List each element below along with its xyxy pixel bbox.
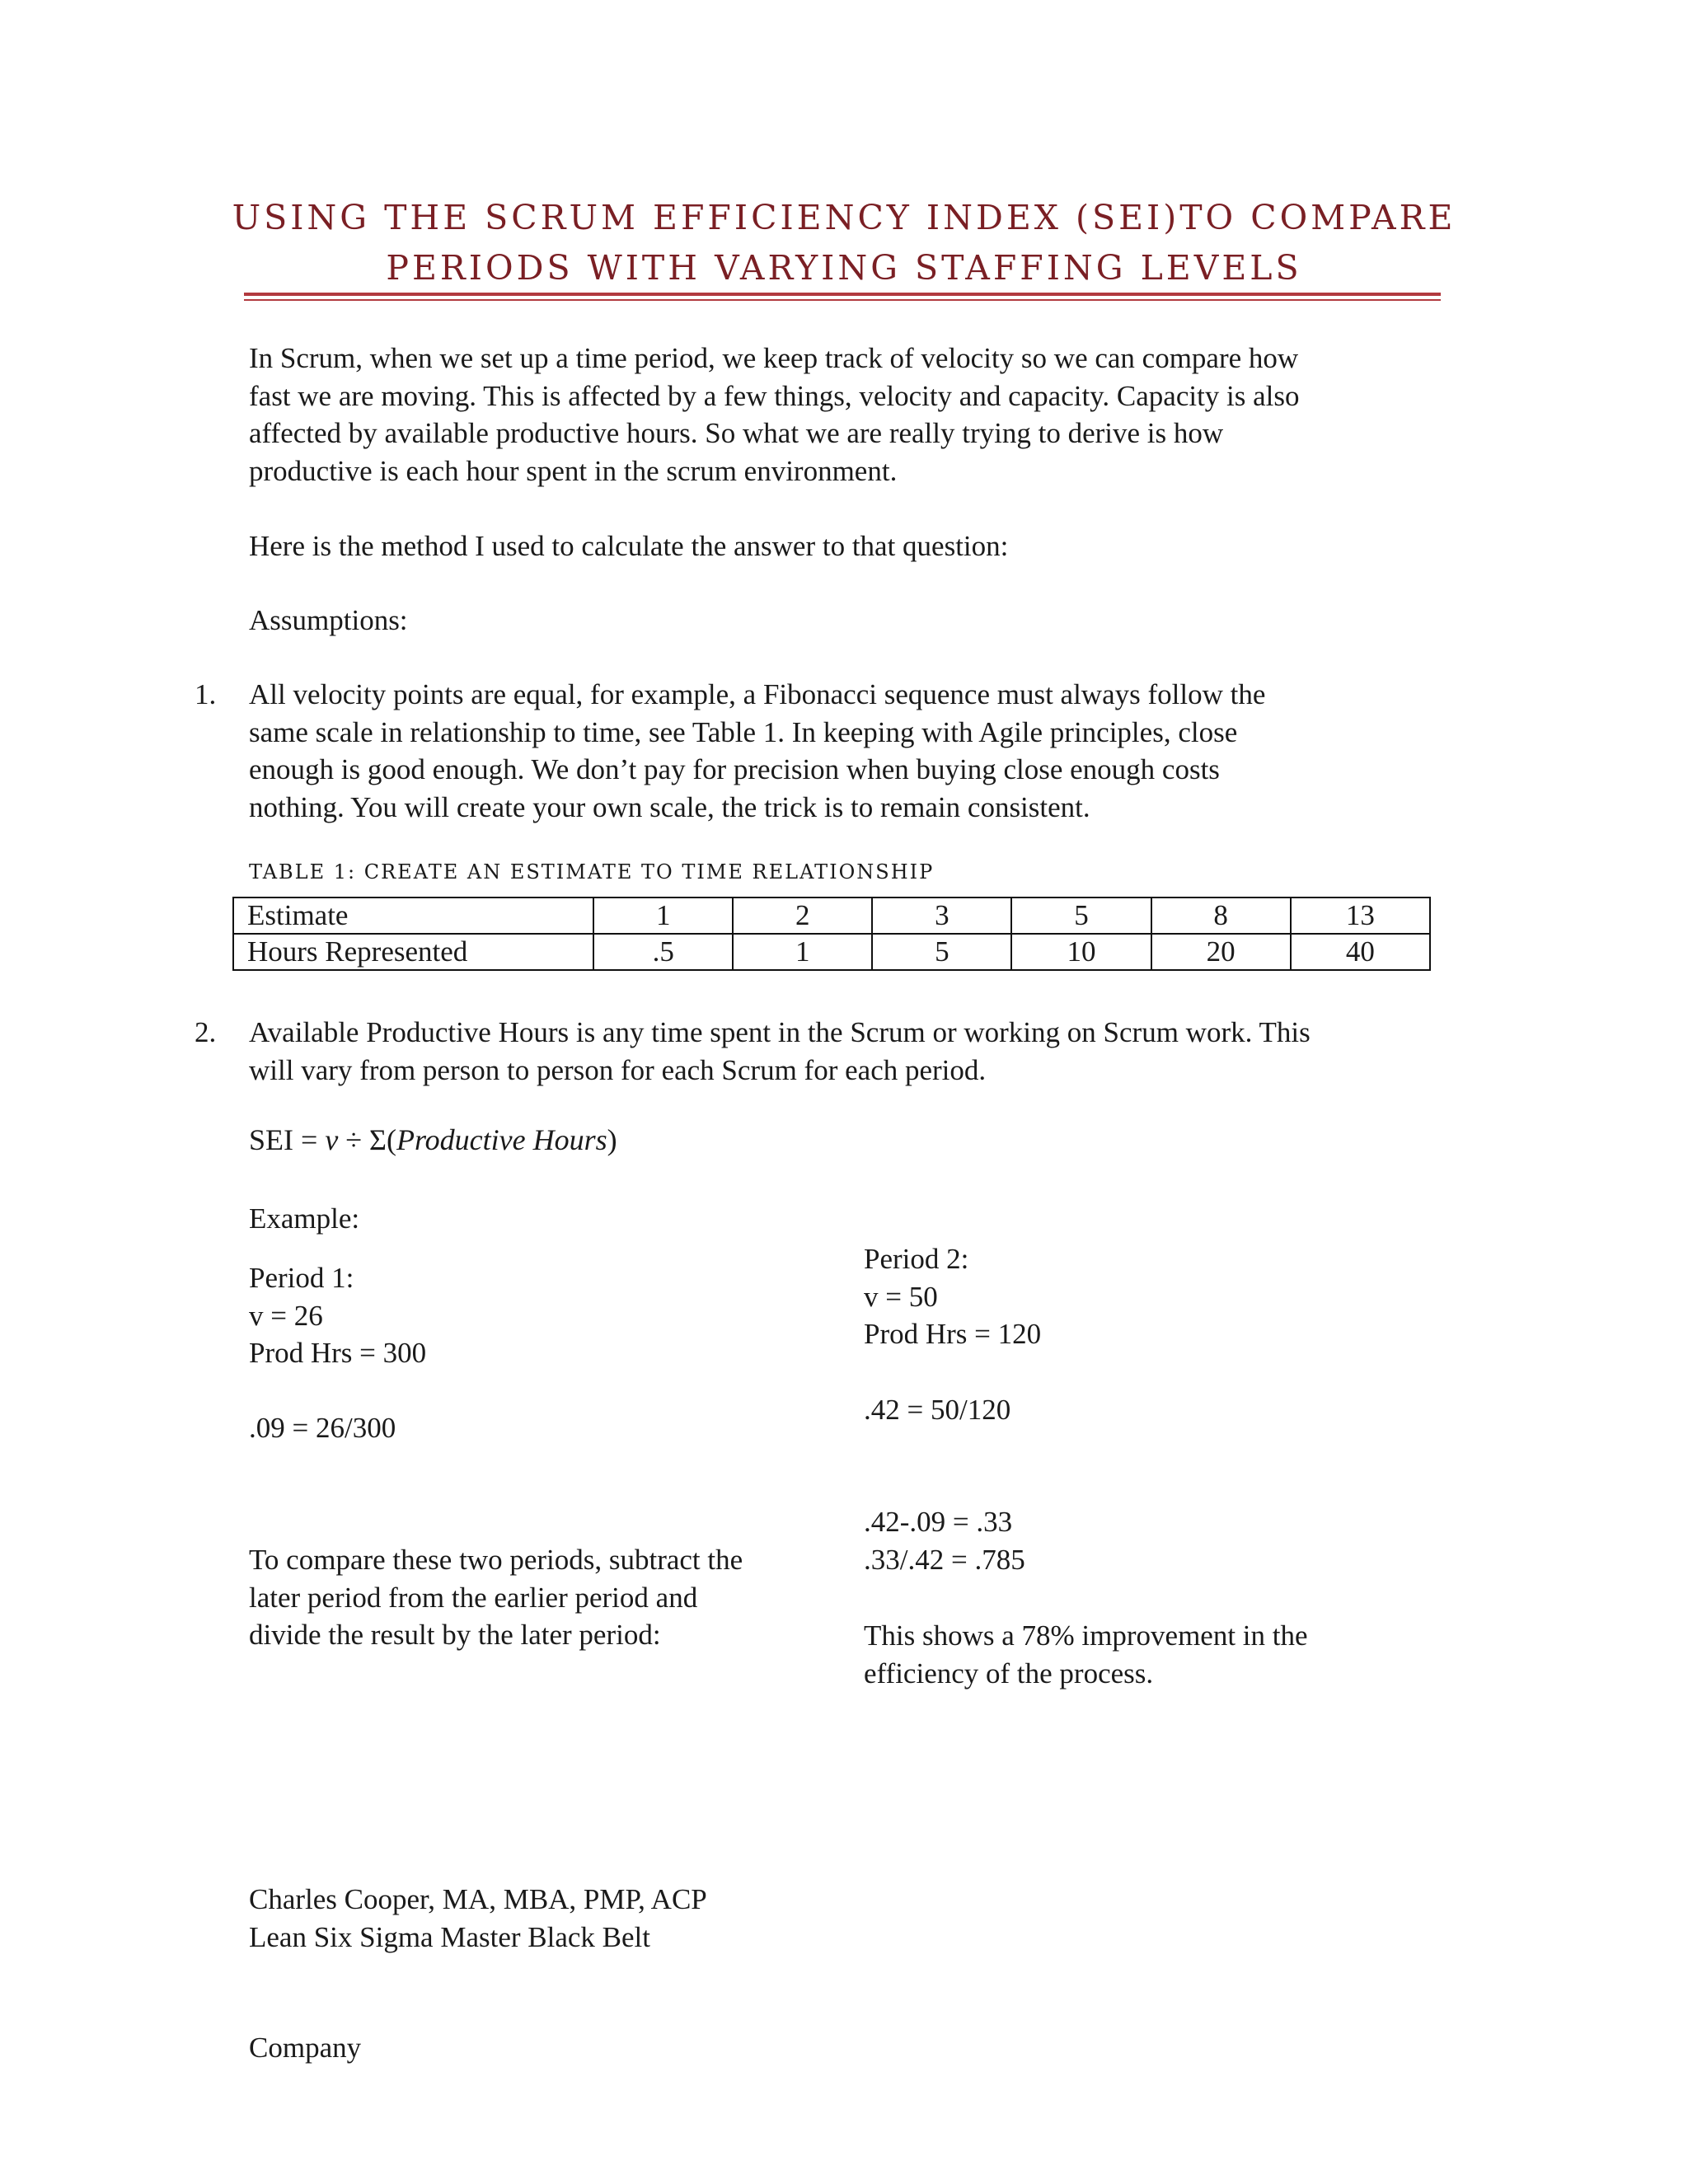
table-cell: .5 bbox=[593, 934, 733, 970]
conclusion-paragraph bbox=[864, 1617, 1441, 1692]
document-title-line-1: USING THE SCRUM EFFICIENCY INDEX (SEI)TO COMPARE bbox=[232, 198, 1456, 237]
title-rule-thin bbox=[244, 299, 1441, 301]
compare-line: later period from the earlier period and bbox=[249, 1581, 698, 1614]
intro-line: In Scrum, when we set up a time period, we keep track of velocity so we can compare how bbox=[249, 342, 1299, 374]
example-label: Example: bbox=[249, 1202, 360, 1235]
period-1-heading: Period 1: bbox=[249, 1262, 354, 1294]
intro-line: productive is each hour spent in the scrum environment. bbox=[249, 454, 898, 487]
calculation-line: .42-.09 = .33 bbox=[864, 1506, 1013, 1538]
table-cell: 8 bbox=[1151, 898, 1291, 934]
author-name: Charles Cooper, MA, MBA, PMP, ACP bbox=[249, 1883, 707, 1915]
title-rule-thick bbox=[244, 293, 1441, 296]
period-1-velocity: v = 26 bbox=[249, 1299, 323, 1332]
table-row-header: Hours Represented bbox=[233, 934, 593, 970]
compare-line: divide the result by the later period: bbox=[249, 1619, 661, 1651]
table-cell: 10 bbox=[1011, 934, 1151, 970]
table-cell: 5 bbox=[872, 934, 1011, 970]
item-2-number: 2. bbox=[195, 1016, 217, 1048]
calculation-line: .33/.42 = .785 bbox=[864, 1543, 1025, 1576]
compare-paragraph bbox=[249, 1541, 842, 1654]
item-1-line: enough is good enough. We don’t pay for precision when buying close enough costs bbox=[249, 753, 1220, 785]
document-title-line-2: PERIODS WITH VARYING STAFFING LEVELS bbox=[386, 248, 1302, 288]
item-2-paragraph bbox=[249, 1014, 1436, 1089]
table-cell: 2 bbox=[733, 898, 872, 934]
conclusion-line: This shows a 78% improvement in the bbox=[864, 1619, 1308, 1652]
author-block bbox=[249, 1881, 991, 1956]
table-caption: TABLE 1: CREATE AN ESTIMATE TO TIME RELATIONSHIP bbox=[249, 860, 935, 883]
author-credential: Lean Six Sigma Master Black Belt bbox=[249, 1920, 650, 1953]
sei-formula bbox=[249, 1122, 617, 1157]
table-cell: 1 bbox=[593, 898, 733, 934]
item-1-line: All velocity points are equal, for example, a Fibonacci sequence must always follow the bbox=[249, 678, 1266, 710]
item-1-number: 1. bbox=[195, 678, 217, 710]
period-2-block bbox=[864, 1240, 1441, 1353]
table-cell: 3 bbox=[872, 898, 1011, 934]
intro-line: affected by available productive hours. So what we are really trying to derive is how bbox=[249, 417, 1224, 449]
company-label: Company bbox=[249, 2032, 362, 2064]
table-row bbox=[233, 898, 1430, 934]
method-line: Here is the method I used to calculate the answer to that question: bbox=[249, 530, 1009, 562]
item-1-paragraph bbox=[249, 676, 1436, 826]
estimate-table bbox=[232, 897, 1431, 971]
table-row bbox=[233, 934, 1430, 970]
intro-paragraph bbox=[249, 340, 1436, 490]
item-2-line: will vary from person to person for each Scrum for each period. bbox=[249, 1053, 987, 1086]
table-cell: 5 bbox=[1011, 898, 1151, 934]
formula-operator: ÷ Σ( bbox=[338, 1123, 396, 1156]
assumptions-label: Assumptions: bbox=[249, 604, 408, 636]
period-1-block bbox=[249, 1259, 826, 1372]
item-2-line: Available Productive Hours is any time spent in the Scrum or working on Scrum work. This bbox=[249, 1016, 1311, 1048]
calculation-block bbox=[864, 1503, 1441, 1578]
period-2-result: .42 = 50/120 bbox=[864, 1394, 1011, 1426]
table-cell: 20 bbox=[1151, 934, 1291, 970]
conclusion-line: efficiency of the process. bbox=[864, 1657, 1154, 1690]
formula-close: ) bbox=[607, 1123, 617, 1156]
formula-velocity: v bbox=[325, 1123, 339, 1156]
item-1-line: nothing. You will create your own scale, the trick is to remain consistent. bbox=[249, 790, 1090, 823]
period-1-prod-hours: Prod Hrs = 300 bbox=[249, 1337, 427, 1369]
item-1-line: same scale in relationship to time, see Table 1. In keeping with Agile principles, close bbox=[249, 715, 1238, 748]
table-cell: 13 bbox=[1291, 898, 1430, 934]
period-2-prod-hours: Prod Hrs = 120 bbox=[864, 1318, 1042, 1350]
intro-line: fast we are moving. This is affected by a few things, velocity and capacity. Capacity is also bbox=[249, 379, 1300, 412]
compare-line: To compare these two periods, subtract the bbox=[249, 1544, 743, 1576]
formula-lhs: SEI = bbox=[249, 1123, 326, 1156]
formula-argument: Productive Hours bbox=[396, 1123, 607, 1156]
period-2-heading: Period 2: bbox=[864, 1243, 969, 1275]
period-2-velocity: v = 50 bbox=[864, 1280, 938, 1313]
table-cell: 40 bbox=[1291, 934, 1430, 970]
table-cell: 1 bbox=[733, 934, 872, 970]
table-row-header: Estimate bbox=[233, 898, 593, 934]
period-1-result: .09 = 26/300 bbox=[249, 1412, 396, 1444]
